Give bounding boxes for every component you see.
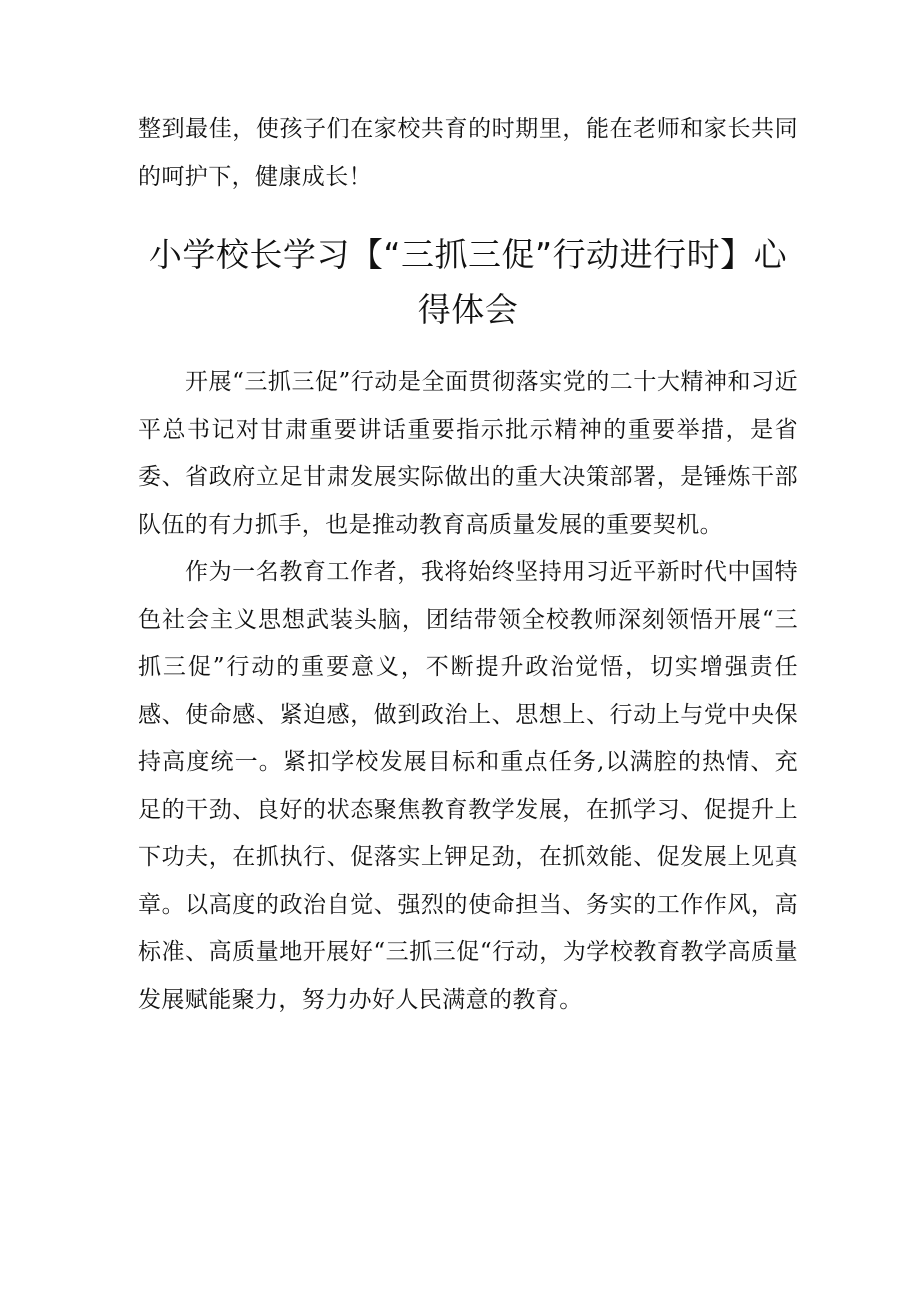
document-body (138, 106, 798, 1024)
continuation-paragraph: 整到最佳，使孩子们在家校共育的时期里，能在老师和家长共同的呵护下，健康成长！ (138, 116, 798, 190)
body-paragraph-2: 作为一名教育工作者，我将始终坚持用习近平新时代中国特色社会主义思想武装头脑，团结带领全校教师深刻领悟开展“三抓三促”行动的重要意义，不断提升政治觉悟，切实增强责任感、使命感、紧迫感，做到政治上、思想上、行动上与党中央保持高度统一。紧扣学校发展目标和重点任务,以满腔的热情、充足的干劲、良好的状态聚焦教育教学发展，在抓学习、促提升上下功夫，在抓执行、促落实上钾足劲，在抓效能、促发展上见真章。以高度的政治自觉、强烈的使命担当、务实的工作作风，高标准、高质量地开展好“三抓三促“行动，为学校教育教学高质量发展赋能聚力，努力办好人民满意的教育。 (138, 559, 798, 1013)
document-title: 小学校长学习【“三抓三促”行动进行时】心得体会 (148, 235, 788, 329)
body-paragraph-1: 开展“三抓三促”行动是全面贯彻落实党的二十大精神和习近平总书记对甘肃重要讲话重要指示批示精神的重要举措，是省委、省政府立足甘肃发展实际做出的重大决策部署，是锤炼干部队伍的有力抓手，也是推动教育高质量发展的重要契机。 (138, 369, 798, 538)
